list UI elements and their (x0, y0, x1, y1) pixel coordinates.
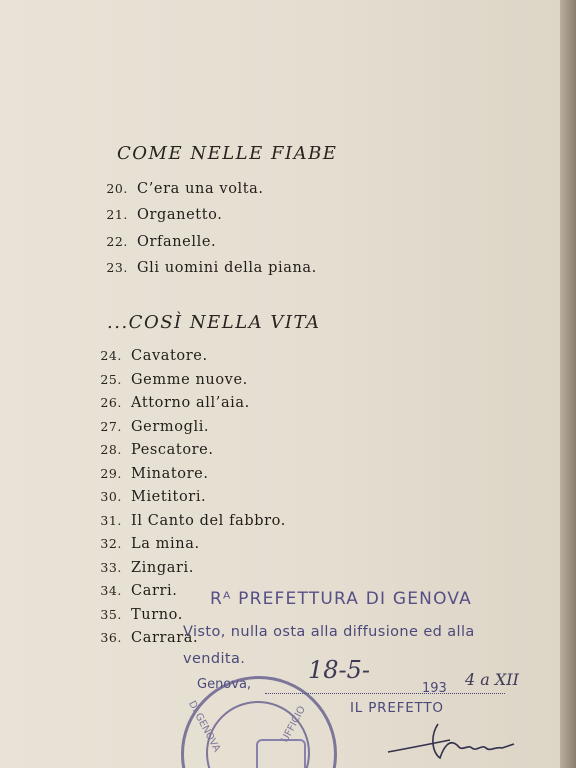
handwritten-date: 18-5- (308, 656, 371, 684)
toc-entry-title: Gli uomini della piana. (137, 259, 317, 276)
toc-entry-number: 22. (106, 233, 128, 249)
toc-entry-title: Minatore. (131, 465, 209, 482)
toc-entry-title: Turno. (131, 606, 183, 623)
handwritten-year: 4 a XII (465, 670, 519, 689)
toc-entry-title: Mietitori. (131, 489, 207, 505)
stamp-place: Genova, (197, 677, 252, 692)
section-title-come-nelle-fiabe: COME NELLE FIABE (117, 143, 338, 164)
toc-entry-number: 29. (100, 465, 122, 481)
stamp-title: Rᴬ PREFETTURA DI GENOVA (210, 589, 472, 609)
toc-entry-title: Organetto. (137, 207, 223, 224)
seal-text-right: UFFICIO (279, 704, 308, 745)
signature-icon (380, 718, 520, 764)
toc-entry-number: 31. (100, 512, 122, 528)
toc-entry-title: Germogli. (131, 418, 210, 435)
toc-entry-number: 36. (100, 630, 122, 645)
toc-entry-title: Carrara. (131, 630, 199, 646)
toc-entry-number: 27. (100, 418, 122, 434)
toc-entry-title: C’era una volta. (137, 181, 264, 197)
toc-entry-title: Zingari. (131, 559, 194, 576)
toc-entry-number: 34. (100, 583, 122, 598)
seal-text-left: DI GENOVA (186, 699, 223, 754)
toc-entry-number: 32. (100, 536, 122, 551)
stamp-year: 193 (422, 681, 447, 696)
toc-entry-title: Pescatore. (131, 442, 214, 458)
section-title-cosi-nella-vita: ...COSÌ NELLA VITA (107, 312, 321, 333)
toc-entry-number: 23. (106, 259, 128, 275)
stamp-signatory: IL PREFETTO (350, 700, 444, 716)
toc-entry-number: 33. (100, 559, 122, 575)
toc-entry-number: 28. (100, 442, 122, 457)
toc-entry-title: Orfanelle. (137, 233, 217, 250)
toc-entry-number: 20. (106, 181, 128, 196)
toc-entry-number: 35. (100, 606, 122, 622)
toc-entry-title: Gemme nuove. (131, 371, 248, 388)
toc-entry-number: 24. (100, 348, 122, 363)
page-edge (560, 0, 576, 768)
toc-entry-number: 26. (100, 395, 122, 410)
coat-of-arms-icon (256, 739, 306, 768)
toc-entry-number: 25. (100, 371, 122, 387)
toc-entry-number: 30. (100, 489, 122, 504)
toc-entry-title: La mina. (131, 536, 200, 552)
stamp-approval-line-1: Visto, nulla osta alla diffusione ed alla (183, 624, 475, 640)
toc-entry-title: Carri. (131, 583, 178, 599)
toc-entry-number: 21. (106, 207, 128, 223)
toc-entry-title: Cavatore. (131, 348, 208, 364)
toc-entry-title: Il Canto del fabbro. (131, 512, 286, 529)
toc-entry-title: Attorno all’aia. (131, 395, 250, 411)
stamp-approval-line-2: vendita. (183, 651, 246, 667)
